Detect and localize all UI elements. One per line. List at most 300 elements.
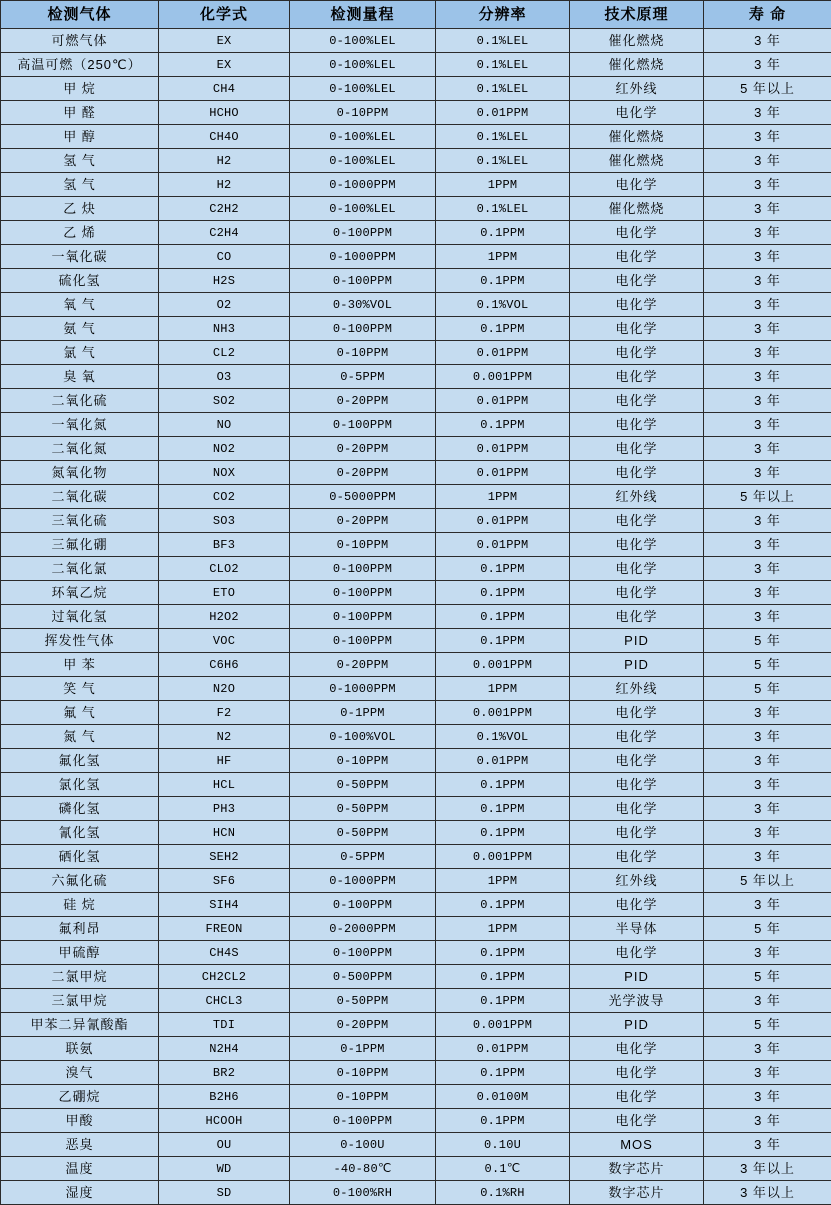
cell-resolution: 0.1%LEL [436, 125, 570, 149]
cell-range: -40-80℃ [290, 1157, 436, 1181]
cell-formula: SD [159, 1181, 290, 1205]
table-row [1, 605, 831, 629]
cell-lifetime: 3 年 [704, 293, 831, 317]
cell-lifetime: 3 年 [704, 533, 831, 557]
cell-range: 0-100PPM [290, 893, 436, 917]
cell-range: 0-100%LEL [290, 29, 436, 53]
cell-range: 0-100PPM [290, 1109, 436, 1133]
cell-range: 0-50PPM [290, 773, 436, 797]
cell-resolution: 0.1%VOL [436, 725, 570, 749]
cell-formula: SO2 [159, 389, 290, 413]
cell-range: 0-1000PPM [290, 677, 436, 701]
cell-lifetime: 3 年 [704, 437, 831, 461]
table-row [1, 1037, 831, 1061]
cell-lifetime: 3 年 [704, 341, 831, 365]
table-row [1, 101, 831, 125]
cell-resolution: 0.1%LEL [436, 149, 570, 173]
table-row [1, 293, 831, 317]
cell-lifetime: 3 年 [704, 605, 831, 629]
cell-principle: 电化学 [570, 1061, 704, 1085]
cell-gas: 氰化氢 [1, 821, 159, 845]
cell-gas: 六氟化硫 [1, 869, 159, 893]
cell-range: 0-100PPM [290, 413, 436, 437]
table-row [1, 53, 831, 77]
cell-gas: 笑 气 [1, 677, 159, 701]
cell-gas: 二氧化硫 [1, 389, 159, 413]
cell-range: 0-20PPM [290, 461, 436, 485]
cell-gas: 恶臭 [1, 1133, 159, 1157]
cell-gas: 二氧化碳 [1, 485, 159, 509]
table-row [1, 989, 831, 1013]
cell-gas: 三氟化硼 [1, 533, 159, 557]
cell-resolution: 0.01PPM [436, 1037, 570, 1061]
table-row [1, 725, 831, 749]
cell-lifetime: 3 年 [704, 557, 831, 581]
cell-lifetime: 3 年 [704, 989, 831, 1013]
cell-gas: 硒化氢 [1, 845, 159, 869]
cell-resolution: 0.01PPM [436, 533, 570, 557]
table-row [1, 893, 831, 917]
cell-formula: CO2 [159, 485, 290, 509]
cell-principle: 电化学 [570, 389, 704, 413]
cell-resolution: 0.001PPM [436, 701, 570, 725]
cell-lifetime: 3 年 [704, 389, 831, 413]
cell-principle: 电化学 [570, 509, 704, 533]
table-row [1, 365, 831, 389]
cell-principle: 电化学 [570, 1109, 704, 1133]
cell-principle: 电化学 [570, 317, 704, 341]
table-row [1, 221, 831, 245]
cell-formula: F2 [159, 701, 290, 725]
cell-range: 0-1PPM [290, 1037, 436, 1061]
table-row [1, 245, 831, 269]
table-row [1, 533, 831, 557]
cell-range: 0-100PPM [290, 629, 436, 653]
cell-resolution: 0.01PPM [436, 101, 570, 125]
cell-lifetime: 3 年 [704, 149, 831, 173]
cell-gas: 湿度 [1, 1181, 159, 1205]
cell-resolution: 0.1%LEL [436, 77, 570, 101]
table-row [1, 509, 831, 533]
cell-lifetime: 3 年 [704, 845, 831, 869]
cell-lifetime: 5 年 [704, 653, 831, 677]
cell-formula: C2H4 [159, 221, 290, 245]
cell-range: 0-5PPM [290, 365, 436, 389]
cell-resolution: 1PPM [436, 485, 570, 509]
column-header-principle: 技术原理 [570, 1, 704, 29]
cell-formula: CL2 [159, 341, 290, 365]
cell-resolution: 0.1PPM [436, 893, 570, 917]
table-row [1, 773, 831, 797]
cell-formula: BR2 [159, 1061, 290, 1085]
cell-lifetime: 3 年 [704, 581, 831, 605]
cell-formula: EX [159, 53, 290, 77]
cell-range: 0-20PPM [290, 1013, 436, 1037]
cell-formula: CHCL3 [159, 989, 290, 1013]
cell-lifetime: 3 年 [704, 53, 831, 77]
cell-formula: H2 [159, 149, 290, 173]
table-body [1, 29, 831, 1205]
table-row [1, 845, 831, 869]
cell-formula: NO2 [159, 437, 290, 461]
cell-formula: H2O2 [159, 605, 290, 629]
cell-formula: H2S [159, 269, 290, 293]
cell-principle: 电化学 [570, 749, 704, 773]
cell-range: 0-10PPM [290, 749, 436, 773]
cell-lifetime: 3 年 [704, 1133, 831, 1157]
column-header-range: 检测量程 [290, 1, 436, 29]
cell-lifetime: 3 年 [704, 101, 831, 125]
cell-gas: 氢 气 [1, 149, 159, 173]
cell-principle: 电化学 [570, 341, 704, 365]
cell-lifetime: 3 年 [704, 245, 831, 269]
cell-resolution: 0.1PPM [436, 773, 570, 797]
cell-resolution: 0.1PPM [436, 797, 570, 821]
table-row [1, 581, 831, 605]
cell-formula: C6H6 [159, 653, 290, 677]
cell-resolution: 0.0100M [436, 1085, 570, 1109]
cell-gas: 高温可燃（250℃） [1, 53, 159, 77]
cell-lifetime: 3 年 [704, 725, 831, 749]
cell-lifetime: 3 年 [704, 749, 831, 773]
cell-gas: 一氧化氮 [1, 413, 159, 437]
cell-gas: 氯 气 [1, 341, 159, 365]
cell-lifetime: 5 年以上 [704, 77, 831, 101]
cell-range: 0-50PPM [290, 989, 436, 1013]
cell-gas: 氮氧化物 [1, 461, 159, 485]
cell-lifetime: 3 年 [704, 365, 831, 389]
cell-formula: EX [159, 29, 290, 53]
cell-principle: 红外线 [570, 677, 704, 701]
cell-principle: PID [570, 965, 704, 989]
cell-lifetime: 3 年 [704, 221, 831, 245]
cell-formula: HCHO [159, 101, 290, 125]
table-row [1, 341, 831, 365]
cell-resolution: 0.1PPM [436, 269, 570, 293]
cell-principle: 电化学 [570, 269, 704, 293]
table-row [1, 1133, 831, 1157]
table-row [1, 653, 831, 677]
cell-gas: 环氧乙烷 [1, 581, 159, 605]
table-row [1, 413, 831, 437]
column-header-resolution: 分辨率 [436, 1, 570, 29]
table-row [1, 629, 831, 653]
cell-range: 0-100PPM [290, 581, 436, 605]
cell-range: 0-100%LEL [290, 53, 436, 77]
cell-resolution: 0.01PPM [436, 509, 570, 533]
cell-lifetime: 5 年以上 [704, 869, 831, 893]
cell-gas: 乙硼烷 [1, 1085, 159, 1109]
cell-resolution: 0.1%VOL [436, 293, 570, 317]
cell-lifetime: 3 年 [704, 773, 831, 797]
cell-gas: 氟化氢 [1, 749, 159, 773]
table-row [1, 77, 831, 101]
cell-range: 0-100%LEL [290, 77, 436, 101]
cell-resolution: 1PPM [436, 677, 570, 701]
table-row [1, 1157, 831, 1181]
cell-resolution: 0.1PPM [436, 221, 570, 245]
cell-principle: MOS [570, 1133, 704, 1157]
cell-lifetime: 5 年 [704, 965, 831, 989]
table-header [1, 1, 831, 29]
cell-lifetime: 5 年 [704, 677, 831, 701]
cell-resolution: 0.1PPM [436, 581, 570, 605]
cell-principle: 电化学 [570, 221, 704, 245]
cell-range: 0-1000PPM [290, 173, 436, 197]
cell-formula: HCN [159, 821, 290, 845]
cell-range: 0-5PPM [290, 845, 436, 869]
cell-principle: 催化燃烧 [570, 125, 704, 149]
table-row [1, 749, 831, 773]
cell-lifetime: 3 年 [704, 269, 831, 293]
cell-resolution: 0.1%RH [436, 1181, 570, 1205]
cell-resolution: 0.1%LEL [436, 53, 570, 77]
table-row [1, 317, 831, 341]
cell-formula: FREON [159, 917, 290, 941]
cell-resolution: 1PPM [436, 917, 570, 941]
cell-gas: 甲酸 [1, 1109, 159, 1133]
cell-lifetime: 3 年 [704, 1037, 831, 1061]
cell-range: 0-50PPM [290, 797, 436, 821]
cell-resolution: 0.1%LEL [436, 197, 570, 221]
table-row [1, 125, 831, 149]
cell-gas: 甲 苯 [1, 653, 159, 677]
cell-principle: 电化学 [570, 797, 704, 821]
table-row [1, 1013, 831, 1037]
cell-resolution: 0.10U [436, 1133, 570, 1157]
cell-principle: 电化学 [570, 557, 704, 581]
cell-gas: 甲硫醇 [1, 941, 159, 965]
cell-formula: SEH2 [159, 845, 290, 869]
cell-formula: NO [159, 413, 290, 437]
cell-gas: 硫化氢 [1, 269, 159, 293]
cell-formula: SF6 [159, 869, 290, 893]
table-row [1, 821, 831, 845]
cell-gas: 乙 炔 [1, 197, 159, 221]
cell-resolution: 0.001PPM [436, 653, 570, 677]
table-row [1, 1181, 831, 1205]
cell-lifetime: 3 年以上 [704, 1181, 831, 1205]
cell-gas: 乙 烯 [1, 221, 159, 245]
cell-formula: ETO [159, 581, 290, 605]
cell-formula: TDI [159, 1013, 290, 1037]
cell-principle: 电化学 [570, 533, 704, 557]
cell-gas: 溴气 [1, 1061, 159, 1085]
cell-principle: 电化学 [570, 173, 704, 197]
table-row [1, 1109, 831, 1133]
cell-principle: 催化燃烧 [570, 149, 704, 173]
cell-principle: 电化学 [570, 821, 704, 845]
cell-range: 0-100%RH [290, 1181, 436, 1205]
table-row [1, 461, 831, 485]
cell-lifetime: 3 年 [704, 29, 831, 53]
cell-gas: 臭 氧 [1, 365, 159, 389]
cell-lifetime: 3 年以上 [704, 1157, 831, 1181]
cell-gas: 氮 气 [1, 725, 159, 749]
cell-range: 0-100PPM [290, 605, 436, 629]
cell-gas: 硅 烷 [1, 893, 159, 917]
cell-gas: 氨 气 [1, 317, 159, 341]
cell-resolution: 0.1PPM [436, 629, 570, 653]
cell-resolution: 0.1PPM [436, 821, 570, 845]
table-row [1, 485, 831, 509]
cell-principle: 电化学 [570, 773, 704, 797]
cell-principle: 电化学 [570, 245, 704, 269]
cell-formula: HCL [159, 773, 290, 797]
cell-resolution: 0.01PPM [436, 389, 570, 413]
cell-range: 0-100PPM [290, 317, 436, 341]
cell-formula: O2 [159, 293, 290, 317]
cell-range: 0-100PPM [290, 221, 436, 245]
cell-range: 0-100PPM [290, 557, 436, 581]
table-row [1, 389, 831, 413]
cell-principle: 电化学 [570, 461, 704, 485]
cell-lifetime: 3 年 [704, 509, 831, 533]
cell-principle: 电化学 [570, 293, 704, 317]
cell-formula: CO [159, 245, 290, 269]
cell-resolution: 1PPM [436, 869, 570, 893]
cell-principle: 电化学 [570, 581, 704, 605]
cell-gas: 挥发性气体 [1, 629, 159, 653]
cell-resolution: 0.1℃ [436, 1157, 570, 1181]
cell-gas: 氧 气 [1, 293, 159, 317]
cell-formula: WD [159, 1157, 290, 1181]
cell-range: 0-100%VOL [290, 725, 436, 749]
cell-principle: 电化学 [570, 365, 704, 389]
cell-range: 0-10PPM [290, 533, 436, 557]
cell-gas: 三氧化硫 [1, 509, 159, 533]
cell-principle: 电化学 [570, 893, 704, 917]
cell-formula: CH4S [159, 941, 290, 965]
cell-range: 0-10PPM [290, 341, 436, 365]
cell-range: 0-500PPM [290, 965, 436, 989]
cell-gas: 二氯甲烷 [1, 965, 159, 989]
cell-gas: 甲 醛 [1, 101, 159, 125]
cell-gas: 氟 气 [1, 701, 159, 725]
cell-gas: 二氧化氯 [1, 557, 159, 581]
cell-principle: 红外线 [570, 869, 704, 893]
cell-range: 0-50PPM [290, 821, 436, 845]
cell-lifetime: 3 年 [704, 317, 831, 341]
cell-lifetime: 3 年 [704, 1061, 831, 1085]
cell-resolution: 0.1%LEL [436, 29, 570, 53]
table-row [1, 941, 831, 965]
cell-principle: 红外线 [570, 77, 704, 101]
cell-range: 0-10PPM [290, 1061, 436, 1085]
cell-formula: N2 [159, 725, 290, 749]
cell-formula: PH3 [159, 797, 290, 821]
cell-range: 0-100PPM [290, 269, 436, 293]
cell-lifetime: 3 年 [704, 893, 831, 917]
table-row [1, 1061, 831, 1085]
cell-range: 0-20PPM [290, 389, 436, 413]
cell-range: 0-1000PPM [290, 869, 436, 893]
cell-resolution: 0.01PPM [436, 341, 570, 365]
cell-formula: H2 [159, 173, 290, 197]
cell-lifetime: 3 年 [704, 1109, 831, 1133]
cell-principle: PID [570, 1013, 704, 1037]
cell-lifetime: 3 年 [704, 197, 831, 221]
cell-lifetime: 5 年 [704, 917, 831, 941]
cell-resolution: 0.1PPM [436, 965, 570, 989]
cell-formula: CH4 [159, 77, 290, 101]
cell-lifetime: 5 年 [704, 629, 831, 653]
table-row [1, 965, 831, 989]
cell-lifetime: 3 年 [704, 701, 831, 725]
cell-principle: 电化学 [570, 413, 704, 437]
cell-formula: BF3 [159, 533, 290, 557]
table-row [1, 917, 831, 941]
cell-principle: 催化燃烧 [570, 197, 704, 221]
cell-range: 0-100%LEL [290, 149, 436, 173]
cell-resolution: 0.001PPM [436, 1013, 570, 1037]
cell-lifetime: 5 年 [704, 1013, 831, 1037]
cell-range: 0-100%LEL [290, 125, 436, 149]
table-header-row [1, 1, 831, 29]
cell-principle: 电化学 [570, 941, 704, 965]
table-row [1, 869, 831, 893]
cell-range: 0-100PPM [290, 941, 436, 965]
cell-lifetime: 3 年 [704, 461, 831, 485]
column-header-formula: 化学式 [159, 1, 290, 29]
cell-gas: 甲 醇 [1, 125, 159, 149]
cell-principle: 电化学 [570, 1085, 704, 1109]
cell-range: 0-20PPM [290, 437, 436, 461]
cell-resolution: 1PPM [436, 173, 570, 197]
table-row [1, 557, 831, 581]
table-row [1, 677, 831, 701]
cell-range: 0-100U [290, 1133, 436, 1157]
cell-lifetime: 3 年 [704, 797, 831, 821]
cell-principle: 催化燃烧 [570, 53, 704, 77]
cell-lifetime: 5 年以上 [704, 485, 831, 509]
cell-resolution: 0.01PPM [436, 437, 570, 461]
cell-gas: 氢 气 [1, 173, 159, 197]
cell-resolution: 0.1PPM [436, 1109, 570, 1133]
cell-resolution: 0.01PPM [436, 461, 570, 485]
cell-formula: CH4O [159, 125, 290, 149]
cell-gas: 联氨 [1, 1037, 159, 1061]
cell-gas: 氟利昂 [1, 917, 159, 941]
cell-resolution: 0.1PPM [436, 989, 570, 1013]
cell-principle: 电化学 [570, 437, 704, 461]
table-row [1, 437, 831, 461]
cell-resolution: 0.1PPM [436, 557, 570, 581]
table-row [1, 149, 831, 173]
cell-formula: NH3 [159, 317, 290, 341]
cell-formula: SIH4 [159, 893, 290, 917]
cell-principle: PID [570, 629, 704, 653]
cell-range: 0-10PPM [290, 1085, 436, 1109]
cell-formula: N2O [159, 677, 290, 701]
cell-principle: 半导体 [570, 917, 704, 941]
cell-gas: 甲苯二异氰酸酯 [1, 1013, 159, 1037]
cell-lifetime: 3 年 [704, 125, 831, 149]
table-row [1, 797, 831, 821]
cell-resolution: 0.01PPM [436, 749, 570, 773]
cell-range: 0-20PPM [290, 653, 436, 677]
table-row [1, 29, 831, 53]
cell-principle: 电化学 [570, 101, 704, 125]
cell-gas: 磷化氢 [1, 797, 159, 821]
cell-gas: 一氧化碳 [1, 245, 159, 269]
cell-formula: CH2CL2 [159, 965, 290, 989]
cell-gas: 过氧化氢 [1, 605, 159, 629]
cell-range: 0-1PPM [290, 701, 436, 725]
cell-formula: NOX [159, 461, 290, 485]
cell-formula: SO3 [159, 509, 290, 533]
cell-formula: O3 [159, 365, 290, 389]
